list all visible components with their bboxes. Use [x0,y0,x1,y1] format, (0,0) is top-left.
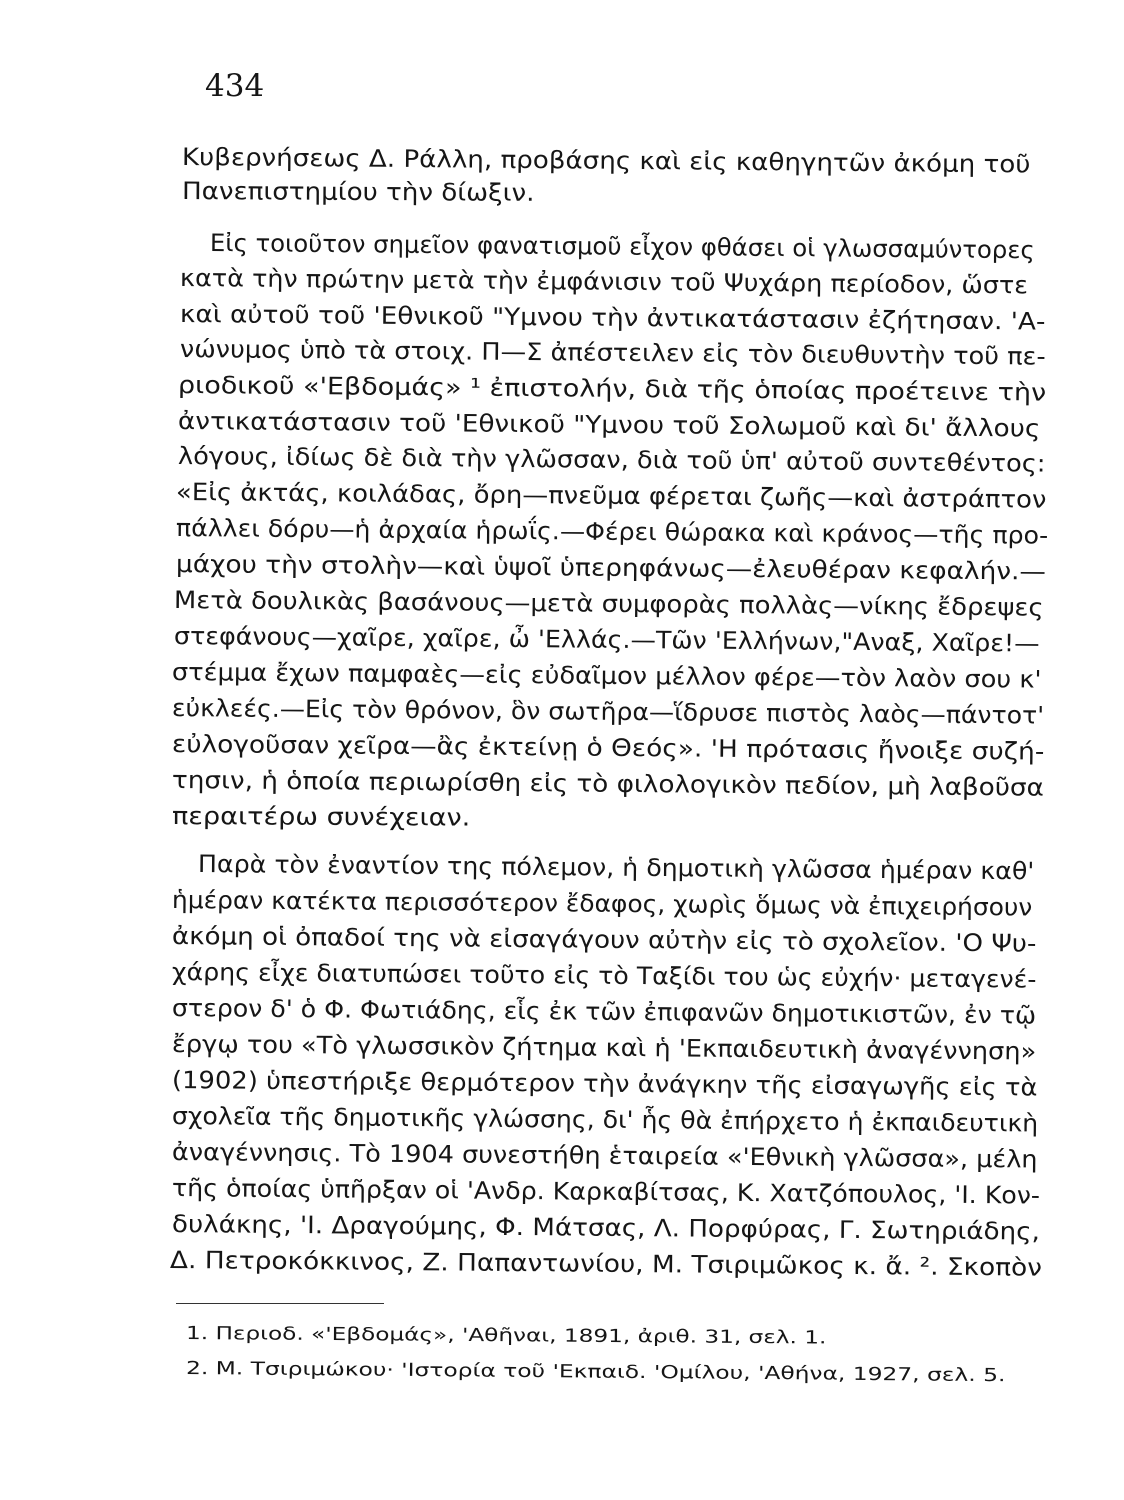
text-line: ἀντικατάστασιν τοῦ 'Εθνικοῦ "Υμνου τοῦ Σολωμοῦ καὶ δι' ἄλλους [177,407,1041,443]
text-line: νώνυμος ὑπὸ τὰ στοιχ. Π—Σ ἀπέστειλεν εἰς τὸν διευθυντὴν τοῦ πε- [179,335,1046,371]
text-line: τῆς ὁποίας ὑπῆρξαν οἱ 'Ανδρ. Καρκαβίτσας, Κ. Χατζόπουλος, 'Ι. Κον- [171,1174,1041,1210]
footnote: 1. Περιοδ. «'Εβδομάς», 'Αθῆναι, 1891, ἀριθ. 31, σελ. 1. [185,1323,827,1349]
text-line: Πανεπιστημίου τὴν δίωξιν. [181,177,535,207]
text-line: κατὰ τὴν πρώτην μετὰ τὴν ἐμφάνισιν τοῦ Ψυχάρη περίοδον, ὥστε [179,264,1029,300]
text-line: καὶ αὐτοῦ τοῦ 'Εθνικοῦ "Υμνου τὴν ἀντικατάστασιν ἐζήτησαν. 'Α- [179,300,1046,336]
page-number: 434 [205,68,265,104]
text-line: πάλλει δόρυ—ἡ ἀρχαία ἡρωΐς.—Φέρει θώρακα καὶ κράνος—τῆς προ- [175,514,1049,550]
text-line: ριοδικοῦ «'Εβδομάς» ¹ ἐπιστολήν, διὰ τῆς ὁποίας προέτεινε τὴν [177,371,1047,407]
text-line: ἀκόμη οἱ ὀπαδοί της νὰ εἰσαγάγουν αὐτὴν εἰς τὸ σχολεῖον. 'Ο Ψυ- [171,922,1037,958]
text-line: ἔργῳ του «Τὸ γλωσσικὸν ζήτημα καὶ ἡ 'Εκπαιδευτικὴ ἀναγέννηση» [171,1030,1037,1066]
text-line: λόγους, ἰδίως δὲ διὰ τὴν γλῶσσαν, διὰ τοῦ ὑπ' αὐτοῦ συντεθέντος: [177,442,1046,478]
text-line: στέμμα ἔχων παμφαὲς—εἰς εὐδαῖμον μέλλον φέρε—τὸν λαὸν σου κ' [171,658,1042,694]
text-line: στεφάνους—χαῖρε, χαῖρε, ὦ 'Ελλάς.—Τῶν 'Ελλήνων,"Αναξ, Χαῖρε!— [173,622,1040,658]
text-line: περαιτέρω συνέχειαν. [171,802,471,832]
text-line: στερον δ' ὁ Φ. Φωτιάδης, εἷς ἐκ τῶν ἐπιφανῶν δημοτικιστῶν, ἐν τῷ [171,994,1037,1030]
footnote-rule [176,1303,384,1304]
text-line: μάχου τὴν στολὴν—καὶ ὑψοῖ ὑπερηφάνως—ἐλευθέραν κεφαλήν.— [175,550,1046,586]
text-line: τησιν, ἡ ὁποία περιωρίσθη εἰς τὸ φιλολογικὸν πεδίον, μὴ λαβοῦσα [171,766,1045,802]
text-line: (1902) ὑπεστήριξε θερμότερον τὴν ἀνάγκην τῆς εἰσαγωγῆς εἰς τὰ [171,1066,1038,1102]
text-line: ἀναγέννησις. Τὸ 1904 συνεστήθη ἑταιρεία «'Εθνικὴ γλῶσσα», μέλη [171,1138,1038,1174]
text-line: Παρὰ τὸν ἐναντίον της πόλεμον, ἡ δημοτικὴ γλῶσσα ἡμέραν καθ' [197,850,1035,886]
text-line: χάρης εἶχε διατυπώσει τοῦτο εἰς τὸ Ταξίδι του ὡς εὐχήν· μεταγενέ- [171,958,1037,994]
text-line: Δ. Πετροκόκκινος, Ζ. Παπαντωνίου, Μ. Τσιριμῶκος κ. ἄ. ². Σκοπὸν [169,1246,1043,1282]
footnote: 2. Μ. Τσιριμώκου· 'Ιστορία τοῦ 'Εκπαιδ. 'Ομίλου, 'Αθήνα, 1927, σελ. 5. [185,1358,1006,1387]
text-line: Εἰς τοιοῦτον σημεῖον φανατισμοῦ εἶχον φθάσει οἱ γλωσσαμύντορες [209,229,1035,265]
text-line: δυλάκης, 'Ι. Δραγούμης, Φ. Μάτσας, Λ. Πορφύρας, Γ. Σωτηριάδης, [171,1210,1041,1246]
text-line: σχολεῖα τῆς δημοτικῆς γλώσσης, δι' ἧς θὰ ἐπήρχετο ἡ ἐκπαιδευτικὴ [171,1102,1039,1138]
text-line: «Εἰς ἀκτάς, κοιλάδας, ὄρη—πνεῦμα φέρεται ζωῆς—καὶ ἀστράπτον [175,478,1047,514]
text-line: εὐκλεές.—Εἰς τὸν θρόνον, ὃν σωτῆρα—ἵδρυσε πιστὸς λαὸς—πάντοτ' [171,694,1045,730]
text-line: ἡμέραν κατέκτα περισσότερον ἔδαφος, χωρὶς ὅμως νὰ ἐπιχειρήσουν [171,886,1033,922]
text-line: Μετὰ δουλικὰς βασάνους—μετὰ συμφορὰς πολλὰς—νίκης ἔδρεψες [173,586,1044,622]
text-line: εὐλογοῦσαν χεῖρα—ἂς ἐκτείνῃ ὁ Θεός». 'Η πρότασις ἤνοιξε συζή- [171,730,1045,766]
text-line: Κυβερνήσεως Δ. Ράλλη, προβάσης καὶ εἰς καθηγητῶν ἀκόμη τοῦ [181,143,1031,179]
